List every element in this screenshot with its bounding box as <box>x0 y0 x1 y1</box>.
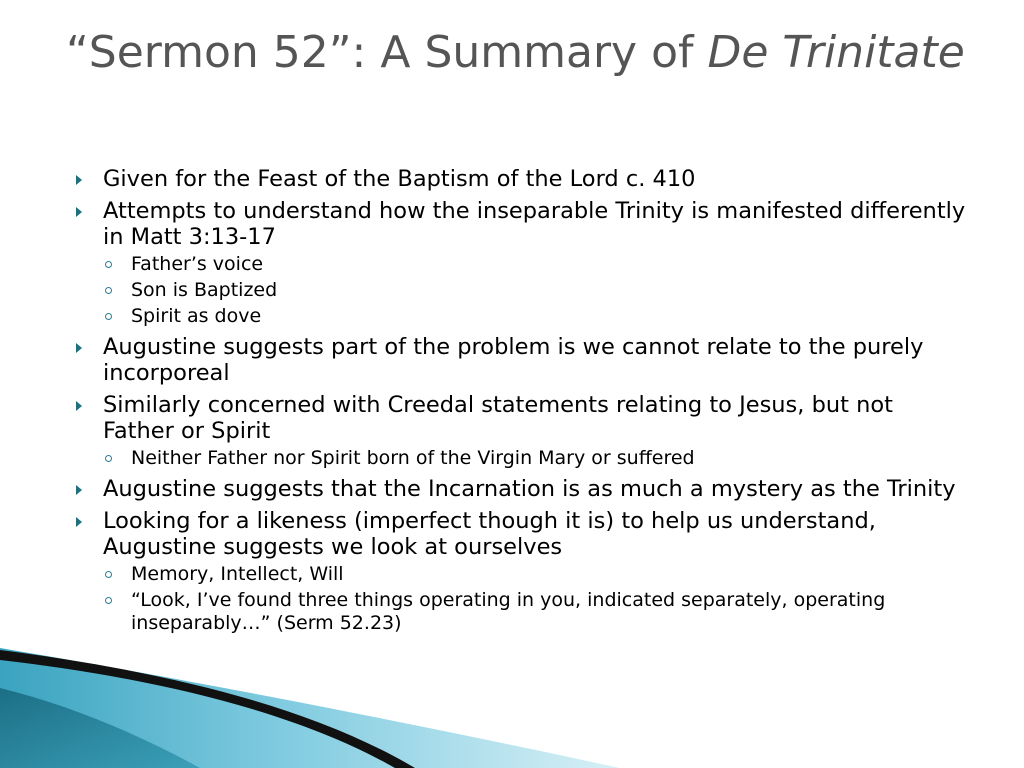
sub-bullet-text: Father’s voice <box>131 253 264 275</box>
bullet-text: Augustine suggests that the Incarnation is as much a mystery as the Trinity <box>103 476 956 502</box>
bullet-item <box>76 198 966 328</box>
bullet-item <box>76 476 966 502</box>
bullet-list <box>76 166 966 635</box>
sub-bullet-item <box>103 589 966 635</box>
sub-bullet-item <box>103 305 966 328</box>
sub-bullet-item <box>103 279 966 302</box>
triangle-bullet-icon <box>76 343 82 353</box>
bullet-text: Looking for a likeness (imperfect though it is) to help us understand, Augustine suggests we look at ourselves <box>103 508 876 560</box>
triangle-bullet-icon <box>76 401 82 411</box>
sub-bullet-list <box>103 447 966 470</box>
title-main: “Sermon 52”: A Summary of <box>66 27 708 78</box>
bullet-content <box>76 166 966 635</box>
triangle-bullet-icon <box>76 175 82 185</box>
triangle-bullet-icon <box>76 517 82 527</box>
circle-bullet-icon <box>105 571 112 578</box>
bullet-item <box>76 334 966 386</box>
triangle-bullet-icon <box>76 207 82 217</box>
sub-bullet-text: Son is Baptized <box>131 279 278 301</box>
sub-bullet-item <box>103 253 966 276</box>
sub-bullet-text: Memory, Intellect, Will <box>131 563 344 585</box>
sub-bullet-item <box>103 563 966 586</box>
sub-bullet-text: Spirit as dove <box>131 305 262 327</box>
circle-bullet-icon <box>105 261 112 268</box>
bullet-item <box>76 392 966 470</box>
circle-bullet-icon <box>105 313 112 320</box>
bullet-text: Attempts to understand how the inseparable Trinity is manifested differently in Matt 3:13-17 <box>103 198 966 250</box>
title-italic: De Trinitate <box>707 27 965 78</box>
sub-bullet-text: “Look, I’ve found three things operating in you, indicated separately, operating inseparably…” (Serm 52.23) <box>131 589 886 634</box>
bullet-text: Augustine suggests part of the problem is we cannot relate to the purely incorporeal <box>103 334 924 386</box>
bullet-item <box>76 508 966 635</box>
bullet-text: Given for the Feast of the Baptism of the Lord c. 410 <box>103 166 696 192</box>
slide-title <box>66 26 966 80</box>
sub-bullet-list <box>103 253 966 328</box>
bullet-text: Similarly concerned with Creedal statements relating to Jesus, but not Father or Spirit <box>103 392 893 444</box>
circle-bullet-icon <box>105 455 112 462</box>
sub-bullet-list <box>103 563 966 635</box>
sub-bullet-item <box>103 447 966 470</box>
circle-bullet-icon <box>105 287 112 294</box>
bullet-item <box>76 166 966 192</box>
sub-bullet-text: Neither Father nor Spirit born of the Virgin Mary or suffered <box>131 447 695 469</box>
triangle-bullet-icon <box>76 485 82 495</box>
circle-bullet-icon <box>105 597 112 604</box>
